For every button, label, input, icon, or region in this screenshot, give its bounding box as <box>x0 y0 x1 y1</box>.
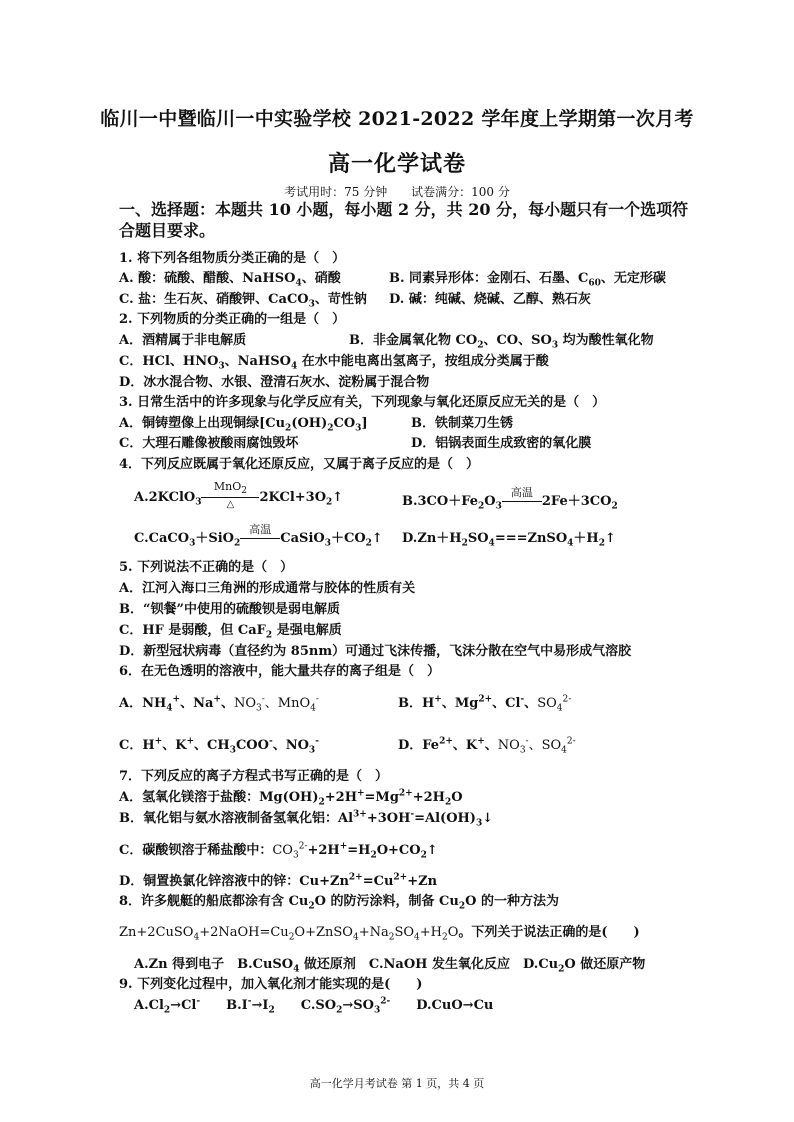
exam-time: 考试用时：75 分钟 <box>284 185 388 199</box>
question-2: 2. 下列物质的分类正确的一组是（ ） <box>119 312 346 327</box>
q4-option-d: $D.Zn+H_2SO_4===ZnSO_4+H_2↑$ <box>402 531 616 549</box>
q6-option-a: A．$NH_4^+$、Na+、$NO_3^-$、MnO$_4$- <box>119 694 319 714</box>
q2-option-c: C．HCl、$HNO_3$、NaHSO$_4$ 在水中能电离出氢离子，按组成分类属于酸 <box>119 354 549 372</box>
q3-option-a: A．铜铸塑像上出现铜绿$[Cu_2(OH)_2CO_3]$ <box>119 416 368 434</box>
exam-title: 临川一中暨临川一中实验学校 2021-2022 学年度上学期第一次月考 <box>100 108 694 130</box>
q1-option-b: B. 同素异形体：金刚石、石墨、$C_{60}$、无定形碳 <box>389 271 666 289</box>
q5-option-c: C．HF 是弱酸，但 CaF$_2$ 是强电解质 <box>119 623 342 641</box>
q1-option-a: A. 酸：硫酸、醋酸、NaHSO$_4$、硝酸 <box>119 271 341 289</box>
q9-options: $A.Cl_2\to Cl^-$ $B.I^-\to I_2$ $C.SO_2\to SO_3^{2-}$ D.CuO→Cu <box>134 996 494 1016</box>
page-footer: 高一化学月考试卷 第 1 页，共 4 页 <box>309 1077 485 1090</box>
q5-option-b: B．“钡餐”中使用的硫酸钡是弱电解质 <box>119 602 340 617</box>
q1-option-c: C. 盐：生石灰、硝酸钾、CaCO$_3$、苛性钠 <box>119 292 367 310</box>
q5-option-a: A．江河入海口三角洲的形成通常与胶体的性质有关 <box>119 581 416 596</box>
q7-option-b: B．氧化铝与氨水溶液制备氢氧化铝：$Al^{3+}+3OH^-=Al(OH)_3↓$ <box>119 809 494 829</box>
q2-option-b: B．非金属氧化物 $CO_2$、CO、$SO_3$ 均为酸性氧化物 <box>349 333 654 351</box>
q4-option-a: A.2KClO$_3$ MnO$_2$ △ $2KCl+3O_2↑$ <box>134 479 344 510</box>
q8-equation: $Zn+2CuSO_4+2NaOH=Cu_2O+ZnSO_4+Na_2SO_4+H_2O$。下列关于说法正确的是( ) <box>119 925 640 943</box>
q7-option-c: C．碳酸钡溶于稀盐酸中：$CO_3^{2-}+2H^+=H_2O+CO_2↑$ <box>119 841 438 861</box>
question-7: 7．下列反应的离子方程式书写正确的是（ ） <box>119 769 389 784</box>
q8-options: A.Zn 得到电子 B.CuSO$_4$ 做还原剂 C.NaOH 发生氧化反应 $D.Cu_2O$ 做还原产物 <box>134 957 646 975</box>
q1-option-d: D. 碱：纯碱、烧碱、乙醇、熟石灰 <box>389 292 591 307</box>
q7-option-d: D．铜置换氯化锌溶液中的锌：$Cu+Zn^{2+}=Cu^{2+}+Zn$ <box>119 872 438 889</box>
question-6: 6．在无色透明的溶液中，能大量共存的离子组是（ ） <box>119 664 441 679</box>
question-3: 3. 日常生活中的许多现象与化学反应有关，下列现象与氧化还原反应无关的是（ ） <box>119 395 606 410</box>
q7-option-a: A．氢氧化镁溶于盐酸：$Mg(OH)_2+2H^+=Mg^{2+}+2H_2O$ <box>119 788 463 808</box>
question-4: 4．下列反应既属于氧化还原反应，又属于离子反应的是（ ） <box>119 457 480 472</box>
q3-option-c: C．大理石雕像被酸雨腐蚀毁坏 <box>119 436 299 451</box>
q4-option-b: $B.3CO+Fe_2O_3$ 高温 $2Fe+3CO_2$ <box>402 485 618 512</box>
q3-option-d: D．铝锅表面生成致密的氧化膜 <box>411 436 592 451</box>
q6-option-b: B．H+、$Mg^{2+}$、Cl-、$SO_4^{2-}$ <box>398 694 572 714</box>
question-9: 9. 下列变化过程中，加入氧化剂才能实现的是( ) <box>119 977 423 992</box>
q6-option-d: D．$Fe^{2+}$、K+、$NO_3^-$、$SO_4^{2-}$ <box>398 736 576 756</box>
q2-option-d: D．冰水混合物、水银、澄清石灰水、淀粉属于混合物 <box>119 375 430 390</box>
question-8: 8．许多舰艇的船底都涂有含 $Cu_2O$ 的防污涂料，制备 $Cu_2O$ 的一种方法为 <box>119 894 559 912</box>
exam-score: 试卷满分：100 分 <box>411 185 510 199</box>
q6-option-c: C．H+、K+、$CH_3COO^-$、$NO_3^-$ <box>119 736 319 756</box>
exam-subtitle: 高一化学试卷 <box>327 151 466 177</box>
q3-option-b: B．铁制菜刀生锈 <box>411 416 513 431</box>
q4-option-c: C.CaCO$_3$＋SiO$_2$ 高温 $CaSiO_3+CO_2↑$ <box>134 522 383 549</box>
exam-meta <box>0 183 794 200</box>
question-1: 1. 将下列各组物质分类正确的是（ ） <box>119 251 346 266</box>
section-heading: 一、选择题：本题共 10 小题，每小题 2 分，共 20 分，每小题只有一个选项符合题目要求。 <box>119 200 689 240</box>
q2-option-a: A．酒精属于非电解质 <box>119 333 247 348</box>
question-5: 5. 下列说法不正确的是（ ） <box>119 560 294 575</box>
q5-option-d: D．新型冠状病毒（直径约为 85nm）可通过飞沫传播，飞沫分散在空气中易形成气溶胶 <box>119 644 632 659</box>
